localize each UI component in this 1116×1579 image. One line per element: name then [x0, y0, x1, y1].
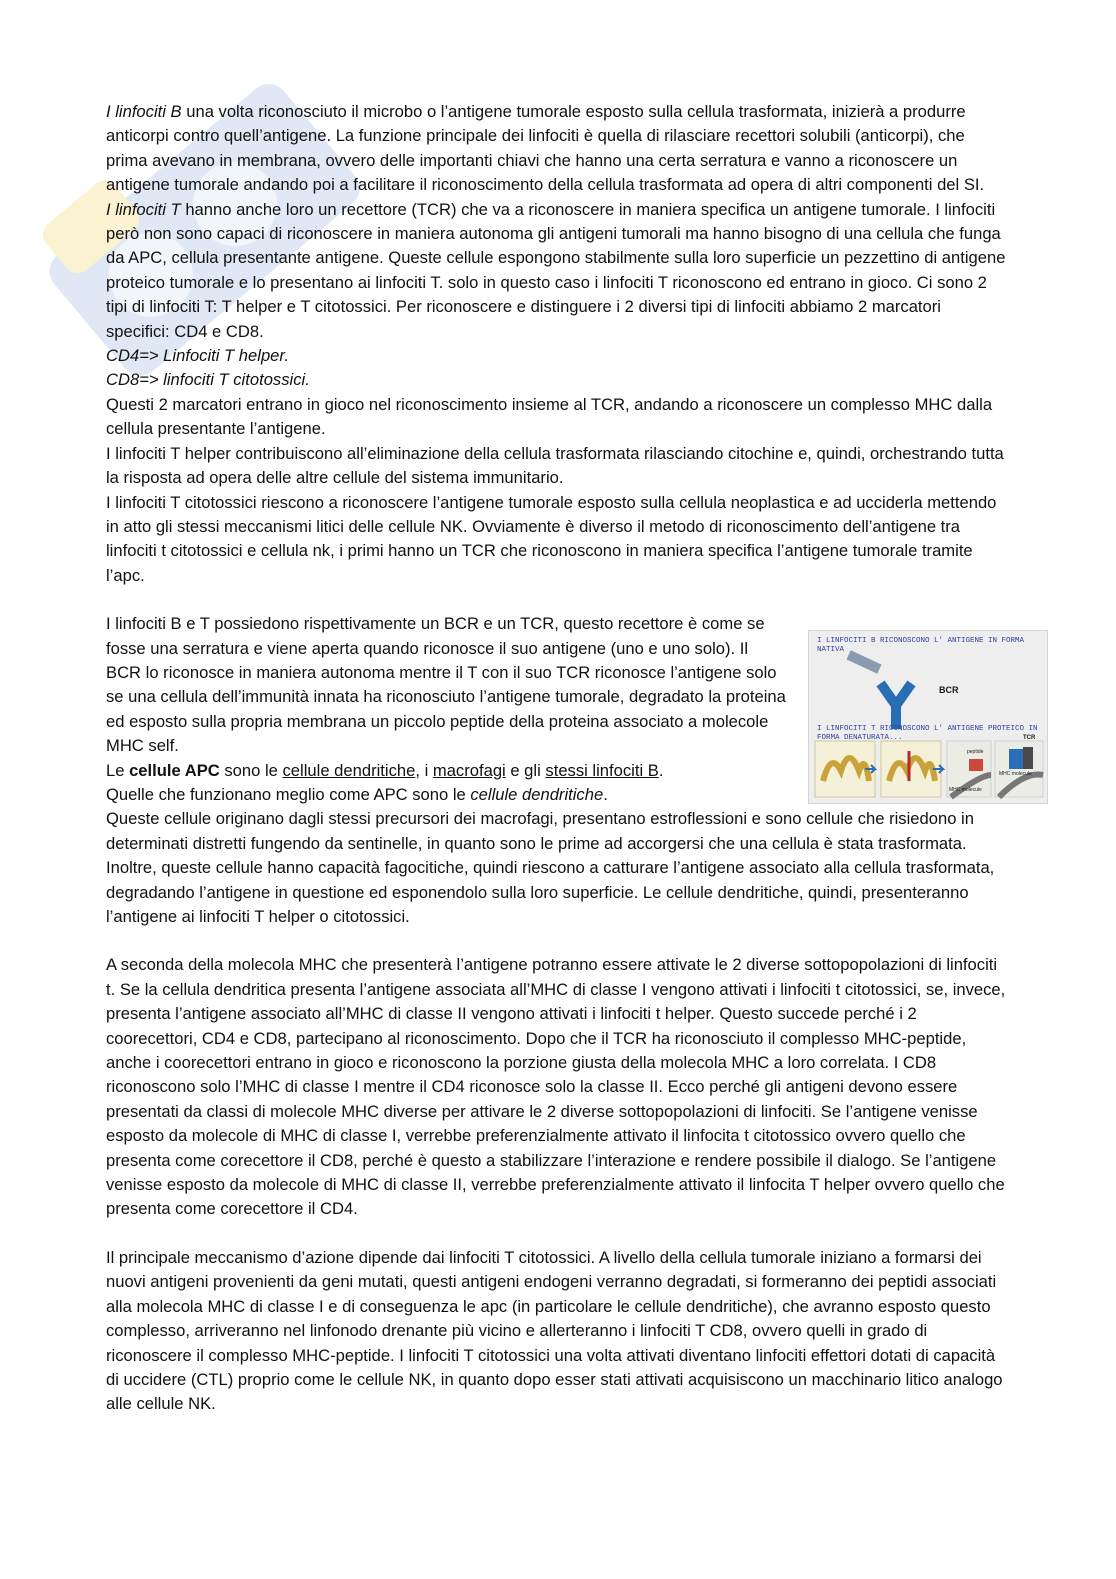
- figure-mhc-label-2: MHC molecule: [999, 771, 1032, 777]
- paragraph-dendritiche: Quelle che funzionano meglio come APC sono le cellule dendritiche.: [106, 784, 608, 804]
- figure-peptide-label: peptide: [967, 749, 984, 755]
- bcr-antibody-icon: [846, 650, 915, 729]
- paragraph-linfociti-t: I linfociti T hanno anche loro un recettore (TCR) che va a riconoscere in maniera specifica un antigene tumorale. I linfociti però non sono capaci di riconoscere in maniera autonoma gli antigeni tumorali ma hanno bisogno di una cellula che funga da APC, cellula presentante antigene. Queste cellule espongono stabilmente sulla loro superficie un pezzettino di antigene proteico tumorale e lo presentano ai linfociti T. solo in questo caso i linfociti T riconoscono ed entrano in gioco. Ci sono 2 tipi di linfociti T: T helper e T citotossici. Per riconoscere e distinguere i 2 diversi tipi di linfociti abbiamo 2 marcatori specifici: CD4 e CD8.: [106, 199, 1006, 341]
- figure-illustration: [809, 631, 1048, 804]
- figure-tcr-label: TCR: [1023, 735, 1036, 741]
- paragraph-precursori: Queste cellule originano dagli stessi precursori dei macrofagi, presentano estroflessioni e sono cellule che risiedono in determinati distretti fungendo da sentinelle, in quanto sono le prime ad accorgersi che una cellula è stata trasformata. Inoltre, queste cellule hanno capacità fagocitiche, quindi riescono a catturare l’antigene associato alla cellula trasformata, degradando l’antigene in questione ed esponendolo sulla loro superficie. Le cellule dendritiche, quindi, presenteranno l’antigene ai linfociti T helper o citotossici.: [106, 809, 995, 926]
- figure-caption-top: I LINFOCITI B RICONOSCONO L' ANTIGENE IN FORMA NATIVA: [817, 637, 1025, 654]
- paragraph-mhc: A seconda della molecola MHC che presenterà l’antigene potranno essere attivate le 2 diverse sottopopolazioni di linfociti t. Se la cellula dendritica presenta l’antigene associata all’MHC di classe I vengono attivati i linfociti t citotossici, se, invece, presenta l’antigene associato all’MHC di classe II vengono attivati i linfociti t helper. Questo succede perché i 2 coorecettori, CD4 e CD8, partecipano al riconoscimento. Dopo che il TCR ha riconosciuto il complesso MHC-peptide, anche i coorecettori entrano in gioco e riconoscono la porzione giusta della molecola MHC a loro correlata. I CD8 riconoscono solo l’MHC di classe I mentre il CD4 riconosce solo la classe II. Ecco perché gli antigeni devono essere presentati da classi di molecole MHC diverse per attivare le 2 diverse sottopopolazioni di linfociti. Se l’antigene venisse esposto da molecole di MHC di classe I, verrebbe preferenzialmente attivato il linfocita t citotossico ovvero quello che presenta come corecettore il CD8, perché è questo a stabilizzare l’interazione e rendere possibile il dialogo. Se l’antigene venisse esposto da molecole di MHC di classe II, verrebbe preferenzialmente attivato il linfocita T helper ovvero quello che presenta come corecettore il CD4.: [106, 955, 1006, 1219]
- figure-mhc-label-1: MHC molecule: [949, 787, 982, 793]
- paragraph-meccanismo: Il principale meccanismo d’azione dipende dai linfociti T citotossici. A livello della cellula tumorale iniziano a formarsi dei nuovi antigeni provenienti da geni mutati, questi antigeni endogeni verranno degradati, si formeranno dei peptidi associati alla molecola MHC di classe I e di conseguenza le apc (in particolare le cellule dendritiche), che avranno esposto questo complesso, arriveranno nel linfonodo drenante più vicino e allerteranno i linfociti T CD8, ovvero quelli in grado di riconoscere il complesso MHC-peptide. I linfociti T citotossici una volta attivati diventano linfociti effettori dotati di capacità di uccidere (CTL) proprio come le cellule NK, in quanto dopo esser stati attivati acquisiscono un macchinario litico analogo alle cellule NK.: [106, 1247, 1003, 1414]
- figure-caption-mid: I LINFOCITI T RICONOSCONO L' ANTIGENE PROTEICO IN FORMA DENATURATA...: [817, 725, 1038, 742]
- cd4-line: CD4=> Linfociti T helper.: [106, 346, 289, 366]
- cd8-line: CD8=> linfociti T citotossici.: [106, 370, 310, 390]
- paragraph-linfociti-b: I linfociti B una volta riconosciuto il microbo o l’antigene tumorale esposto sulla cellula trasformata, inizierà a produrre anticorpi contro quell’antigene. La funzione principale dei linfociti è quella di rilasciare recettori solubili (anticorpi), che prima avevano in membrana, ovvero delle importanti chiavi che hanno una certa serratura e vanno a riconoscere un antigene tumorale andando poi a facilitare il riconoscimento della cellula trasformata ad opera di altri componenti del SI.: [106, 102, 985, 195]
- paragraph-bcr-tcr: I linfociti B e T possiedono rispettivamente un BCR e un TCR, questo recettore è come se fosse una serratura e viene aperta quando riconosce il suo antigene (uno e uno solo). Il BCR lo riconosce in maniera autonoma mentre il T con il suo TCR riconosce l’antigene solo se una cellula dell’immunità innata ha riconosciuto l’antigene tumorale, degradato la proteina ed esposto sulla propria membrana un piccolo peptide della proteina associato a molecole MHC self.: [106, 614, 786, 756]
- paragraph-marcatori: Questi 2 marcatori entrano in gioco nel riconoscimento insieme al TCR, andando a riconoscere un complesso MHC dalla cellula presentante l’antigene.: [106, 394, 993, 439]
- paragraph-t-helper: I linfociti T helper contribuiscono all’eliminazione della cellula trasformata rilasciando citochine e, quindi, orchestrando tutta la risposta ad opera delle altre cellule del sistema immunitario.: [106, 443, 1004, 488]
- paragraph-t-citotossici: I linfociti T citotossici riescono a riconoscere l’antigene tumorale esposto sulla cellula neoplastica e ad ucciderla mettendo in atto gli stessi meccanismi litici delle cellule NK. Ovviamente è diverso il metodo di riconoscimento dell’antigene tra linfociti t citotossici e cellula nk, i primi hanno un TCR che riconoscono in maniera specifica l’antigene tumorale tramite l’apc.: [106, 492, 997, 585]
- paragraph-apc: Le cellule APC sono le cellule dendritiche, i macrofagi e gli stessi linfociti B.: [106, 760, 664, 780]
- figure-bcr-tcr-recognition: [808, 630, 1048, 804]
- figure-bcr-label: BCR: [939, 685, 959, 695]
